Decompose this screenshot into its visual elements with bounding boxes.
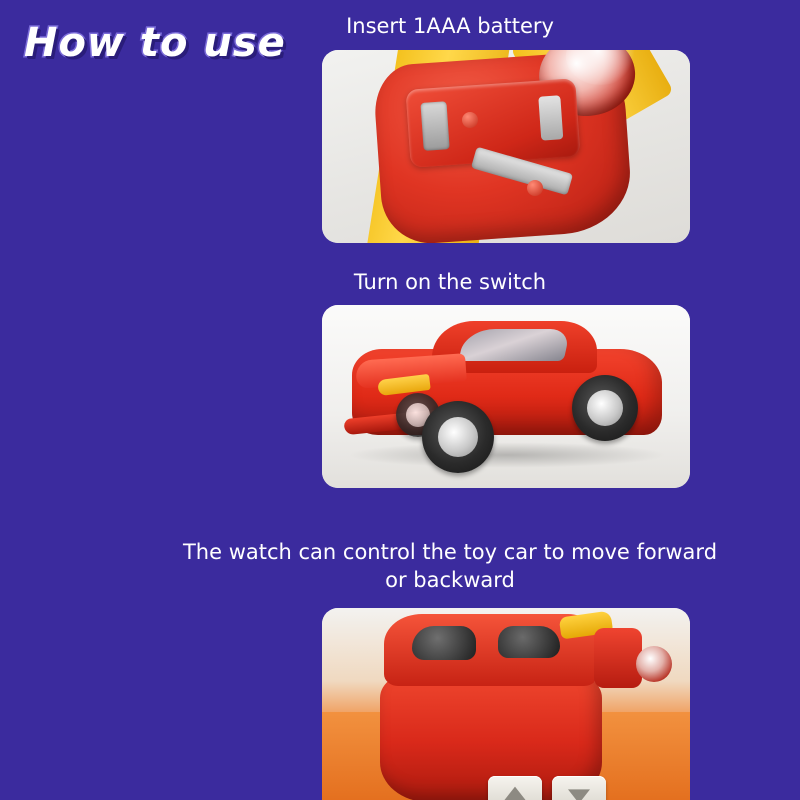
step-1-caption: Insert 1AAA battery <box>346 14 554 38</box>
car-window-left <box>412 626 476 660</box>
step-2-photo <box>322 305 690 488</box>
step-2-illustration <box>322 305 690 488</box>
wheel-rim <box>438 417 478 457</box>
car-wheel <box>572 375 638 441</box>
arrow-up-icon <box>504 787 526 800</box>
watch-case-red <box>380 670 602 800</box>
lens-highlight-icon <box>564 50 640 87</box>
step-1-photo <box>322 50 690 243</box>
watch-lens-icon <box>636 646 672 682</box>
step-3-illustration <box>322 608 690 800</box>
backward-button[interactable] <box>552 776 606 800</box>
screw-icon <box>527 180 543 196</box>
wheel-rim <box>587 390 624 427</box>
page-title: How to use <box>24 20 286 66</box>
screw-icon <box>462 112 478 128</box>
watch-side-module <box>594 628 642 688</box>
car-wheel <box>422 401 494 473</box>
forward-button[interactable] <box>488 776 542 800</box>
car-shadow <box>347 442 667 468</box>
car-windshield <box>459 329 571 361</box>
car-window-right <box>498 626 560 658</box>
step-3-photo <box>322 608 690 800</box>
arrow-down-icon <box>568 789 590 800</box>
step-3-caption: The watch can control the toy car to move forward or backward <box>182 540 718 593</box>
step-2-caption: Turn on the switch <box>353 270 547 294</box>
step-1-illustration <box>322 50 690 243</box>
